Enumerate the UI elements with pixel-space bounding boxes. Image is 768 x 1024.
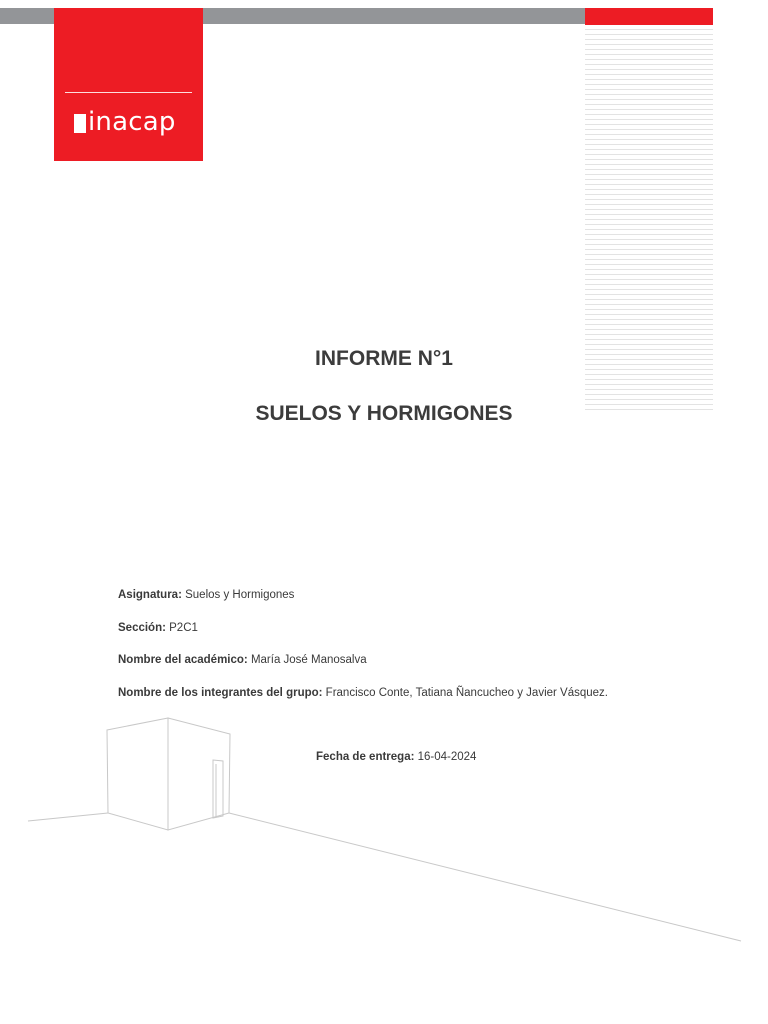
floor-line-right [229, 813, 741, 941]
seccion-label: Sección: [118, 622, 166, 634]
academico-label: Nombre del académico: [118, 654, 248, 666]
building-side-face [168, 718, 230, 830]
logo-label: inacap [88, 107, 176, 137]
building-front-face [107, 718, 168, 830]
report-title: INFORME N°1 [315, 347, 453, 370]
seccion-value: P2C1 [169, 622, 198, 634]
floor-line-left [28, 813, 108, 821]
building-door [213, 760, 223, 818]
asignatura-value: Suelos y Hormigones [185, 589, 295, 601]
academico-value: María José Manosalva [250, 654, 367, 666]
report-subtitle: SUELOS Y HORMIGONES [255, 402, 513, 425]
fecha-value: 16-04-2024 [417, 751, 477, 763]
fecha-label: Fecha de entrega: [316, 751, 415, 763]
integrantes-value: Francisco Conte, Tatiana Ñancucheo y Javier Vásquez. [325, 687, 609, 699]
integrantes-label: Nombre de los integrantes del grupo: [118, 687, 323, 699]
asignatura-label: Asignatura: [118, 589, 182, 601]
